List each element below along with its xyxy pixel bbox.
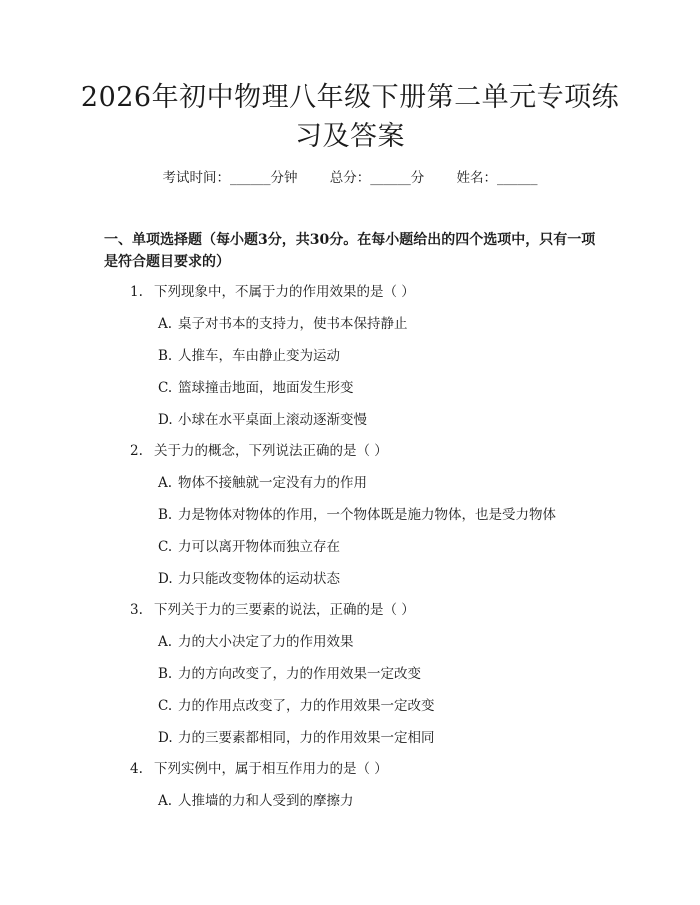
question-number: 3. — [130, 602, 143, 618]
question-number: 1. — [130, 284, 143, 300]
option-letter: C. — [158, 380, 173, 396]
option-3c — [158, 696, 435, 716]
option-text: 力是物体对物体的作用，一个物体既是施力物体，也是受力物体 — [178, 507, 556, 523]
option-4a — [158, 791, 354, 811]
question-number: 2. — [130, 443, 143, 459]
option-1b — [158, 346, 340, 366]
exam-time-field: 考试时间：______分钟 — [162, 170, 298, 186]
question-text: 下列关于力的三要素的说法，正确的是（ ） — [154, 602, 415, 618]
option-text: 物体不接触就一定没有力的作用 — [178, 475, 367, 491]
student-name-field: 姓名：______ — [456, 170, 538, 186]
option-1d — [158, 410, 367, 430]
section-heading: 一、单项选择题（每小题3分，共30分。在每小题给出的四个选项中，只有一项是符合题目要求的） — [104, 232, 596, 270]
option-text: 力只能改变物体的运动状态 — [178, 571, 340, 587]
option-letter: C. — [158, 698, 173, 714]
option-letter: D. — [158, 412, 173, 428]
option-3b — [158, 664, 421, 684]
option-2c — [158, 537, 340, 557]
question-4 — [130, 759, 388, 779]
question-3 — [130, 600, 415, 620]
total-score-field: 总分：______分 — [329, 170, 425, 186]
option-text: 力可以离开物体而独立存在 — [178, 539, 340, 555]
option-1a — [158, 314, 408, 334]
document-title: 2026年初中物理八年级下册第二单元专项练习及答案 — [80, 82, 620, 152]
option-letter: D. — [158, 571, 173, 587]
option-text: 篮球撞击地面，地面发生形变 — [178, 380, 354, 396]
option-letter: A. — [158, 316, 173, 332]
option-1c — [158, 378, 354, 398]
question-1 — [130, 282, 415, 302]
question-text: 下列现象中，不属于力的作用效果的是（ ） — [154, 284, 415, 300]
option-letter: A. — [158, 634, 173, 650]
option-text: 力的作用点改变了，力的作用效果一定改变 — [178, 698, 435, 714]
option-text: 人推墙的力和人受到的摩擦力 — [178, 793, 354, 809]
question-2 — [130, 441, 388, 461]
option-text: 力的方向改变了，力的作用效果一定改变 — [178, 666, 421, 682]
option-letter: B. — [158, 507, 173, 523]
option-text: 力的三要素都相同，力的作用效果一定相同 — [178, 730, 435, 746]
option-2b — [158, 505, 556, 525]
question-number: 4. — [130, 761, 143, 777]
question-text: 下列实例中，属于相互作用力的是（ ） — [154, 761, 388, 777]
option-3d — [158, 728, 435, 748]
option-2a — [158, 473, 367, 493]
option-3a — [158, 632, 354, 652]
option-letter: D. — [158, 730, 173, 746]
option-text: 小球在水平桌面上滚动逐渐变慢 — [178, 412, 367, 428]
option-letter: A. — [158, 475, 173, 491]
option-letter: A. — [158, 793, 173, 809]
option-text: 桌子对书本的支持力，使书本保持静止 — [178, 316, 408, 332]
question-text: 关于力的概念，下列说法正确的是（ ） — [154, 443, 388, 459]
option-letter: B. — [158, 348, 173, 364]
option-letter: B. — [158, 666, 173, 682]
option-text: 人推车，车由静止变为运动 — [178, 348, 340, 364]
option-text: 力的大小决定了力的作用效果 — [178, 634, 354, 650]
option-letter: C. — [158, 539, 173, 555]
option-2d — [158, 569, 340, 589]
exam-meta — [0, 168, 700, 188]
